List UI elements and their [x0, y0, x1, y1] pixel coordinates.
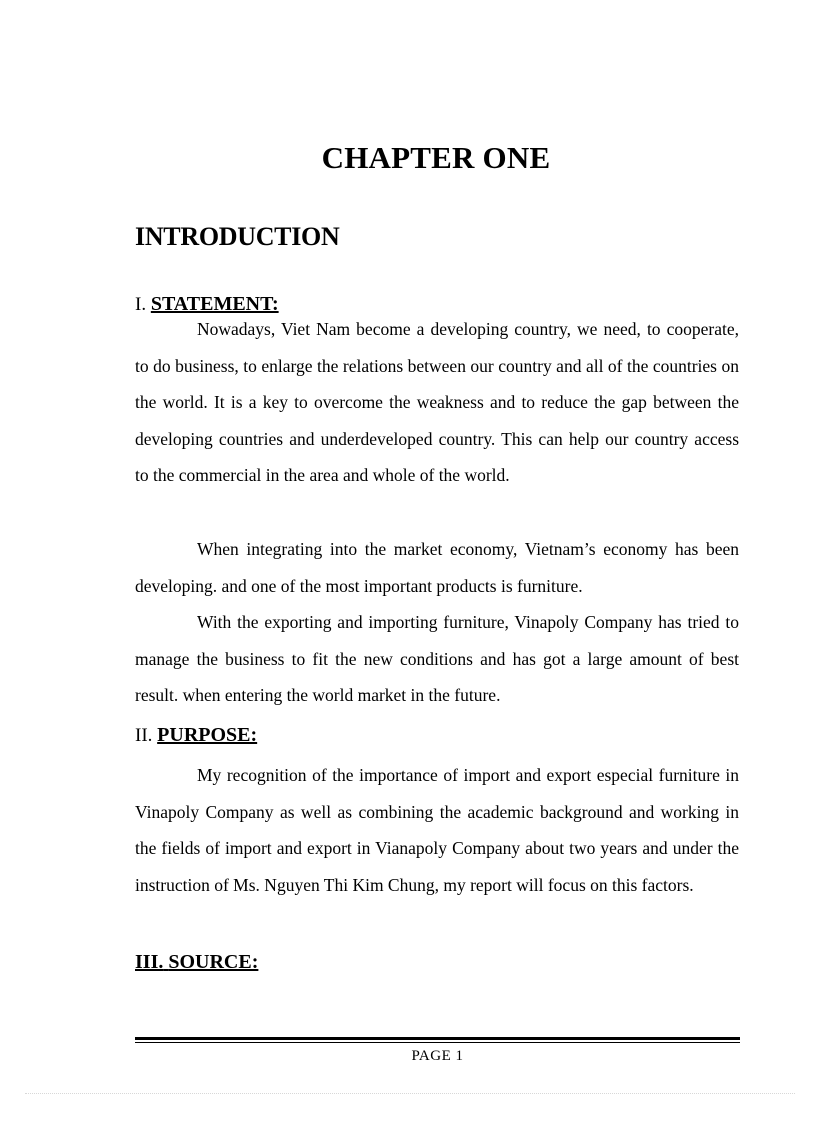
- statement-paragraph-3: With the exporting and importing furniture, Vinapoly Company has tried to manage the business to fit the new conditions and has got a large amount of best result. when entering the world market in the future.: [135, 612, 739, 706]
- section-number: I.: [135, 294, 147, 315]
- section-heading-purpose: [135, 723, 257, 748]
- purpose-paragraph-1: My recognition of the importance of import and export especial furniture in Vinapoly Company as well as combining the academic background and working in the fields of import and export in Vianapoly Company about two years and under the instruction of Ms. Nguyen Thi Kim Chung, my report will focus on this factors.: [135, 765, 739, 895]
- statement-paragraph-2: When integrating into the market economy, Vietnam’s economy has been developing. and one of the most important products is furniture.: [135, 539, 739, 596]
- page-number: PAGE 1: [411, 1048, 464, 1064]
- introduction-heading: INTRODUCTION: [135, 222, 340, 251]
- section-label: [135, 951, 258, 973]
- footer-rule-thin: [135, 1042, 740, 1043]
- page-boundary: [25, 1093, 795, 1094]
- section-label: STATEMENT:: [150, 293, 279, 315]
- statement-paragraph-1: Nowadays, Viet Nam become a developing country, we need, to cooperate, to do business, to enlarge the relations between our country and all of the countries on the world. It is a key to overcome the weakness and to reduce the gap between the developing countries and underdeveloped country. This can help our country access to the commercial in the area and whole of the world.: [135, 319, 739, 486]
- section-number: III.: [135, 951, 164, 973]
- section-label-text: SOURCE:: [168, 951, 259, 973]
- section-label: PURPOSE:: [157, 724, 258, 746]
- section-heading-source: [135, 950, 258, 975]
- chapter-title: CHAPTER ONE: [321, 140, 551, 175]
- footer-rule-thick: [135, 1037, 740, 1040]
- section-number: II.: [135, 725, 153, 746]
